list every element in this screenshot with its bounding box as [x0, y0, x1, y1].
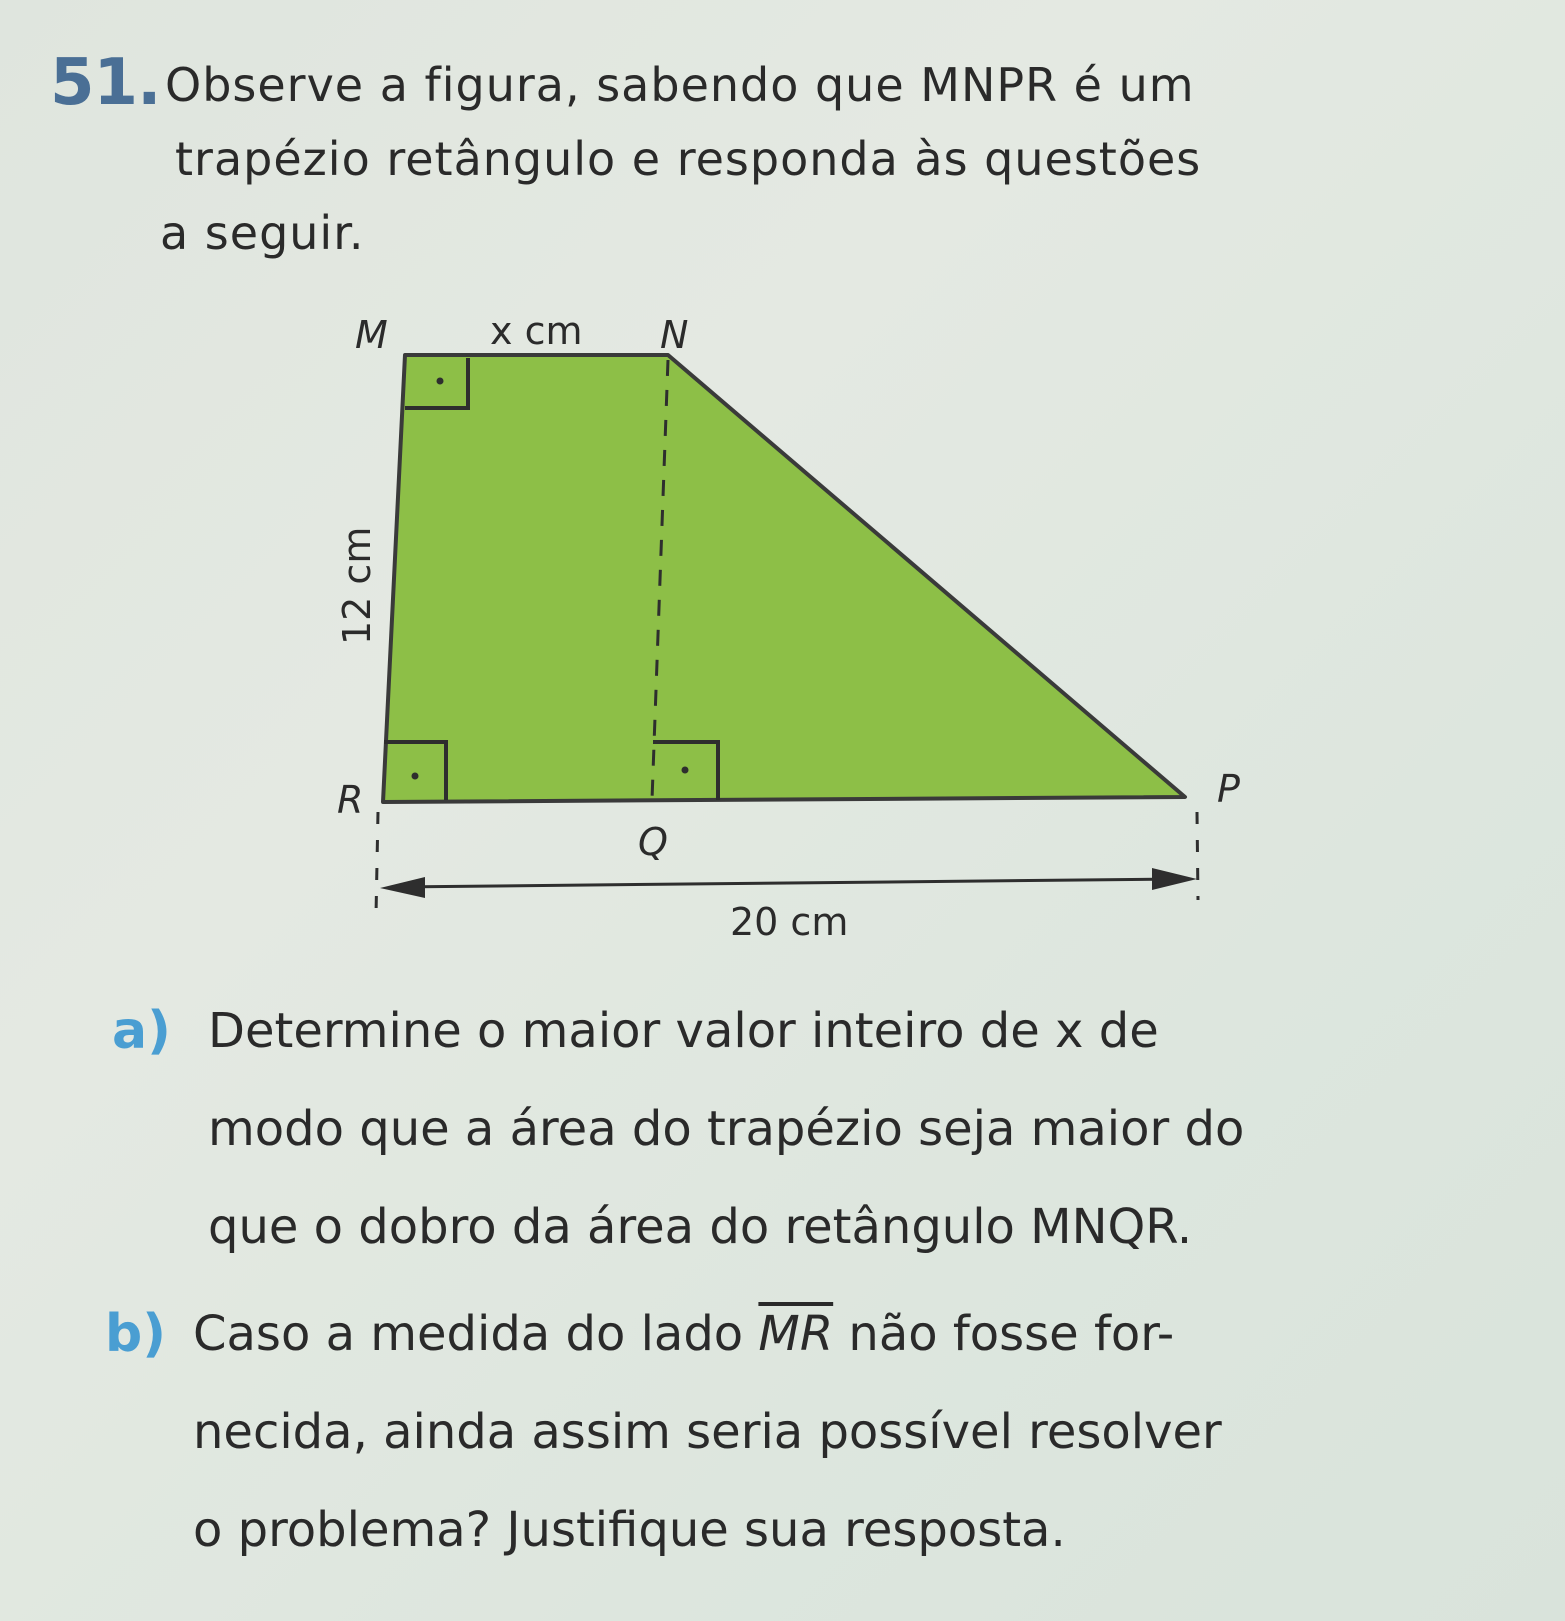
- statement-line-3: a seguir.: [160, 206, 365, 260]
- point-label-q: Q: [638, 820, 668, 864]
- question-item-b: [105, 1285, 1485, 1579]
- item-b-line-1-start: Caso a medida do lado: [193, 1306, 759, 1362]
- item-a-line-2: modo que a área do trapézio seja maior do: [208, 1101, 1245, 1157]
- vertex-label-r: R: [337, 778, 364, 822]
- right-angle-dot-m: [437, 378, 444, 385]
- item-a-line-1: Determine o maior valor inteiro de x de: [208, 1003, 1159, 1059]
- item-letter-b: b): [105, 1304, 166, 1364]
- trapezoid-mnpr: [383, 355, 1185, 802]
- item-a-line-3: que o dobro da área do retângulo MNQR.: [208, 1199, 1193, 1255]
- right-angle-dot-q: [682, 767, 689, 774]
- vertex-label-p: P: [1217, 767, 1240, 811]
- right-angle-dot-r: [412, 773, 419, 780]
- question-item-a: [112, 982, 1492, 1276]
- arrowhead-right: [1152, 868, 1197, 890]
- statement-line-2: trapézio retângulo e responda às questões: [175, 132, 1202, 186]
- dimension-line-bottom: [395, 879, 1180, 887]
- vertex-label-n: N: [660, 313, 689, 357]
- measure-left-height: 12 cm: [335, 526, 379, 645]
- measure-bottom-base: 20 cm: [730, 900, 849, 944]
- segment-mr: $\overline{MR}$: [758, 1306, 834, 1362]
- item-b-line-3: o problema? Justifique sua resposta.: [193, 1502, 1066, 1558]
- extension-line-right: [1197, 812, 1198, 900]
- item-letter-a: a): [112, 1001, 171, 1061]
- arrowhead-left: [380, 877, 425, 898]
- item-b-line-1: [193, 1285, 1485, 1383]
- extension-line-left: [376, 812, 378, 915]
- statement-line-1: Observe a figura, sabendo que MNPR é um: [165, 58, 1195, 112]
- item-b-line-1-end: não fosse for-: [833, 1306, 1175, 1362]
- measure-top-x: x cm: [490, 309, 583, 353]
- item-b-line-2: necida, ainda assim seria possível resolver: [193, 1404, 1222, 1460]
- vertex-label-m: M: [355, 313, 388, 357]
- question-number: 51.: [50, 46, 161, 120]
